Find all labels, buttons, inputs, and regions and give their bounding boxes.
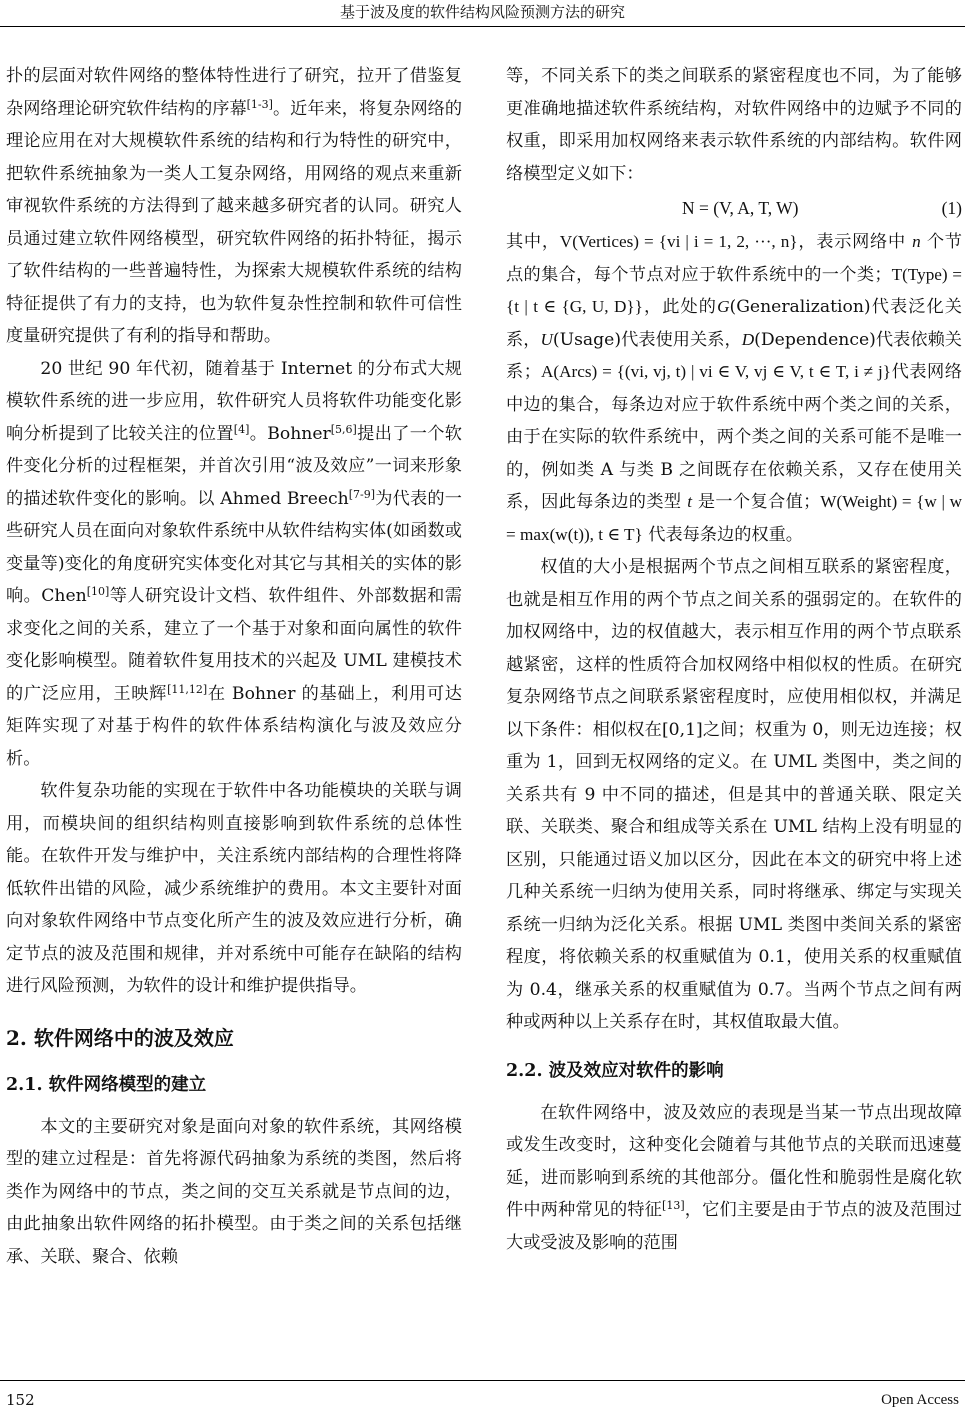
formula-u: U xyxy=(540,329,553,349)
text: 代表网络中边的集合，每条边对应于软件系统中两个类之间的关系，由于在实际的软件系统中，两个类之间的关系可能不是唯一的，例如类 A 与类 B 之间既存在依赖关系，又存在使用关系，因此每条边的类型 xyxy=(506,362,962,512)
text: 扑的层面对软件网络的整体特性进行了研究，拉开了借鉴复杂网络理论研究软件结构的序幕 xyxy=(6,66,462,119)
formula-d: D xyxy=(741,329,755,349)
subsection-heading: 2.2. 波及效应对软件的影响 xyxy=(506,1060,724,1081)
equation-number: (1) xyxy=(941,198,962,218)
text: ，此处的 xyxy=(642,297,718,317)
publisher-label: Open Access xyxy=(881,1392,959,1408)
text: ，表示网络中 xyxy=(797,232,913,252)
paragraph: 等，不同关系下的类之间联系的紧密程度也不同，为了能够更准确地描述软件系统结构，对软件网络中的边赋予不同的权重，即采用加权网络来表示软件系统的内部结构。软件网络模型定义如下： xyxy=(506,66,962,184)
paragraph xyxy=(506,226,962,551)
section-heading: 2. 软件网络中的波及效应 xyxy=(6,1025,234,1050)
text: 等人研究设计文档、软件组件、外部数据和需求变化之间的关系，建立了一个基于对象和面向属性的软件变化影响模型。随着软件复用技术的兴起及 UML 建模技术的广泛应用，王映辉 xyxy=(6,586,462,704)
formula-vertices: V(Vertices) = {vi | i = 1, 2, ···, n} xyxy=(559,232,798,251)
citation: [10] xyxy=(86,585,110,598)
paragraph: 本文的主要研究对象是面向对象的软件系统，其网络模型的建立过程是：首先将源代码抽象为系统的类图，然后将类作为网络中的节点，类之间的交互关系就是节点间的边，由此抽象出软件网络的拓扑模型。由于类之间的关系包括继承、关联、聚合、依赖 xyxy=(6,1116,462,1267)
text: 在软件网络中，波及效应的表现是当某一节点出现故障或发生改变时，这种变化会随着与其他节点的关联而迅速蔓延，进而影响到系统的其他部分。僵化性和脆弱性是腐化软件中两种常见的特征 xyxy=(506,1102,962,1220)
citation: [1-3] xyxy=(246,97,273,111)
running-head xyxy=(0,0,965,27)
formula-type: T(Type) = {t | t ∈ {G, U, D}} xyxy=(506,264,962,316)
paragraph xyxy=(6,353,462,776)
citation: [7-9] xyxy=(348,487,376,501)
text: (Generalization)代表泛化关系， xyxy=(506,297,962,350)
citation: [11,12] xyxy=(167,682,208,696)
formula-arcs: A(Arcs) = {(vi, vj, t) | vi ∈ V, vj ∈ V, t ∈ T, i ≠ j} xyxy=(540,362,892,381)
running-head-title: 基于波及度的软件结构风险预测方法的研究 xyxy=(339,3,625,21)
text: 在 Bohner 的基础上，利用可达矩阵实现了对基于构件的软件体系结构演化与波及效应分析。 xyxy=(6,683,462,769)
page-number: 152 xyxy=(6,1391,35,1409)
equation-1 xyxy=(506,190,962,226)
text: (Usage)代表使用关系， xyxy=(552,329,742,350)
formula-n: n xyxy=(912,232,921,251)
formula-weight: W(Weight) = {w | w = max(w(t)), t ∈ T} xyxy=(506,492,962,544)
paragraph: 权值的大小是根据两个节点之间相互联系的紧密程度，也就是相互作用的两个节点之间关系的强弱定的。在软件的加权网络中，边的权值越大，表示相互作用的两个节点联系越紧密，这样的性质符合加权网络中相似权的性质。在研究复杂网络节点之间联系紧密程度时，应使用相似权，并满足以下条件：相似权在[0,1]之间；权重为 0，则无边连接；权重为 1，回到无权网络的定义。在 UML 类图中，类之间的关系共有 9 中不同的描述，但是其中的普通关联、限定关联、关联类、聚合和组成等关系在 UML 结构上没有明显的区别，只能通过语义加以区分，因此在本文的研究中将上述几种关系统一归纳为使用关系，同时将继承、绑定与实现关系统一归纳为泛化关系。根据 UML 类图中类间关系的紧密程度，将依赖关系的权重赋值为 0.1，使用关系的权重赋值为 0.4，继承关系的权重赋值为 0.7。当两个节点之间有两种或两种以上关系存在时，其权值取最大值。 xyxy=(506,557,962,1032)
text: 。近年来，将复杂网络的理论应用在对大规模软件系统的结构和行为特性的研究中，把软件系统抽象为一类人工复杂网络，用网络的观点来重新审视软件系统的方法得到了越来越多研究者的认同。研究人员通过建立软件网络模型，研究软件网络的拓扑特征，揭示了软件结构的一些普遍特性，为探索大规模软件系统的结构特征提供了有力的支持，也为软件复杂性控制和软件可信性度量研究提供了有利的指导和帮助。 xyxy=(6,98,463,346)
text: 20 世纪 90 年代初，随着基于 Internet 的分布式大规模软件系统的进一步应用，软件研究人员将软件功能变化影响分析提到了比较关注的位置 xyxy=(6,358,462,444)
text: 代表每条边的权重。 xyxy=(642,524,803,545)
formula-t: t xyxy=(687,492,693,511)
subsection-heading: 2.1. 软件网络模型的建立 xyxy=(6,1074,207,1095)
text: ，它们主要是由于节点的波及范围过大或受波及影响的范围 xyxy=(506,1200,962,1253)
right-column xyxy=(506,60,962,1259)
text: 是一个复合值； xyxy=(692,492,821,512)
formula-g: G xyxy=(717,297,730,316)
citation: [5,6] xyxy=(330,422,357,436)
paragraph xyxy=(506,1097,962,1260)
text: 其中， xyxy=(506,232,560,252)
text: 提出了一个软件变化分析的过程框架，并首次引用“波及效应”一词来形象的描述软件变化的影响。以 Ahmed Breech xyxy=(6,423,462,509)
citation: [4] xyxy=(233,422,250,436)
text: 个节点的集合，每个节点对应于软件系统中的一个类； xyxy=(506,232,962,285)
text: 为代表的一些研究人员在面向对象软件系统中从软件结构实体(如函数或变量等)变化的角度研究实体变化对其它与其相关的实体的影响。Chen xyxy=(6,488,462,606)
left-column xyxy=(6,60,462,1273)
page-footer xyxy=(0,1380,965,1415)
paragraph: 软件复杂功能的实现在于软件中各功能模块的关联与调用，而模块间的组织结构则直接影响到软件系统的总体性能。在软件开发与维护中，关注系统内部结构的合理性将降低软件出错的风险，减少系统维护的费用。本文主要针对面向对象软件网络中节点变化所产生的波及效应进行分析，确定节点的波及范围和规律，并对系统中可能存在缺陷的结构进行风险预测，为软件的设计和维护提供指导。 xyxy=(6,781,462,996)
citation: [13] xyxy=(662,1199,685,1212)
text: (Dependence)代表依赖关系； xyxy=(506,329,962,382)
equation-body: N = (V, A, T, W) xyxy=(682,198,799,218)
text: 。Bohner xyxy=(249,423,331,444)
paragraph xyxy=(6,60,462,353)
